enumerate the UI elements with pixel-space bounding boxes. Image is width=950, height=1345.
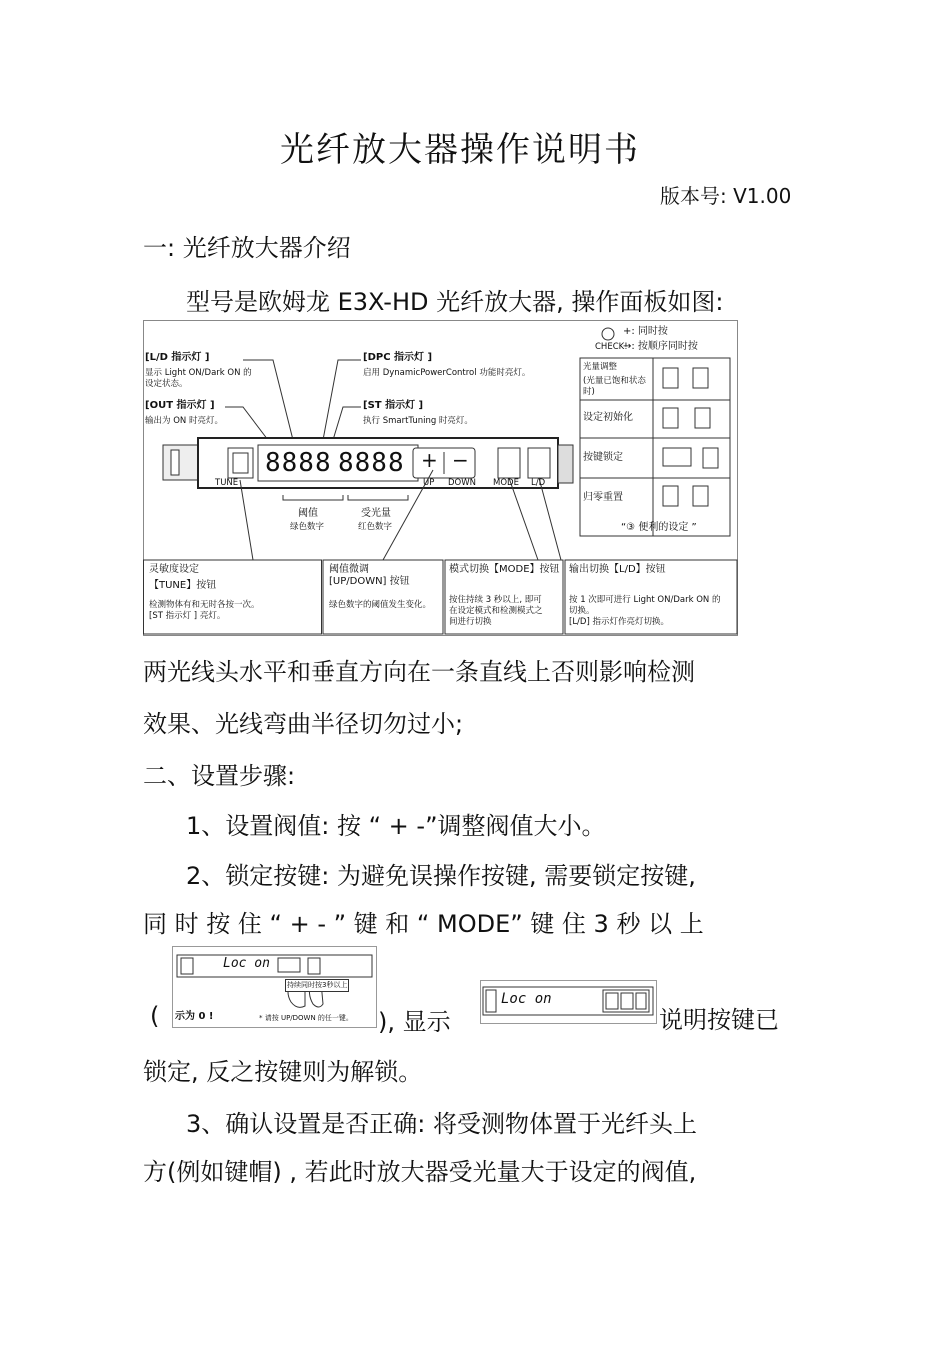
para1-line1: 两光线头水平和垂直方向在一条直线上否则影响检测 (143, 658, 695, 686)
out-led-desc: 输出为 ON 时亮灯。 (145, 416, 223, 426)
dpc-led-desc: 启用 DynamicPowerControl 功能时亮灯。 (363, 368, 531, 378)
box3-desc: 按住持续 3 秒以上, 即可 在设定模式和检测模式之 间进行切换 (449, 595, 543, 627)
received-sub: 红色数字 (358, 522, 393, 532)
mode-button-label: MODE (493, 478, 519, 488)
step2-line3-end: 说明按键已 (659, 1006, 779, 1034)
step2-paren-close: ), 显示 (378, 1008, 451, 1036)
operation-panel-figure (143, 320, 738, 636)
section-heading-1: 一: 光纤放大器介绍 (143, 234, 351, 262)
section-heading-2: 二、设置步骤: (143, 762, 296, 790)
dpc-led-title: [DPC 指示灯 ] (363, 352, 433, 363)
version-label: 版本号: V1.00 (660, 184, 792, 208)
up-button-label: UP (423, 478, 435, 488)
lock-display-image (480, 980, 657, 1024)
out-led-title: [OUT 指示灯 ] (145, 400, 215, 411)
table-row-zero: 归零重置 (583, 492, 623, 503)
step3-line2: 方(例如键帽) , 若此时放大器受光量大于设定的阀值, (143, 1158, 697, 1186)
step1-text: 1、设置阀值: 按 “ + -”调整阀值大小。 (186, 812, 606, 840)
box2-desc: 绿色数字的阈值发生变化。 (329, 600, 432, 610)
box2-sub: [UP/DOWN] 按钮 (329, 576, 410, 587)
lock-note-1: 示为 0 ! (175, 1011, 214, 1022)
box4-title: 输出切换【L/D】按钮 (569, 564, 666, 575)
threshold-label: 阈值 (298, 508, 318, 519)
para1-line2: 效果、光线弯曲半径切勿过小; (143, 710, 464, 738)
lock-lcd-text: Loc on (223, 956, 270, 971)
minus-icon: − (452, 448, 469, 472)
table-row-light-adjust: 光量调整 (583, 362, 618, 372)
legend-arrow: →: 按顺序同时按 (623, 341, 698, 352)
plus-icon: + (421, 448, 438, 472)
step2-line2: 同 时 按 住 “ + - ” 键 和 “ MODE” 键 住 3 秒 以 上 (143, 910, 704, 938)
threshold-sub: 绿色数字 (290, 522, 325, 532)
ld-led-desc: 显示 Light ON/Dark ON 的 设定状态。 (145, 368, 252, 389)
ld-button-label: L/D (531, 478, 546, 488)
intro-text: 型号是欧姆龙 E3X-HD 光纤放大器, 操作面板如图: (186, 288, 724, 316)
lock-operation-image (172, 946, 377, 1028)
table-row-saturated: (光量已饱和状态时) (583, 376, 646, 397)
display-received: 8888 (338, 448, 405, 478)
received-label: 受光量 (361, 508, 391, 519)
step2-paren-open: ( (150, 1002, 160, 1030)
down-button-label: DOWN (448, 478, 476, 488)
box1-title: 灵敏度设定 (149, 564, 199, 575)
page-title: 光纤放大器操作说明书 (280, 130, 640, 170)
lock-hint: 持续同时按3秒以上 (285, 979, 349, 992)
box4-desc: 按 1 次即可进行 Light ON/Dark ON 的 切换。 [L/D] 指示灯作亮灯切换。 (569, 595, 721, 627)
box2-title: 阈值微调 (329, 564, 369, 575)
box3-title: 模式切换【MODE】按钮 (449, 564, 560, 575)
st-led-desc: 执行 SmartTuning 时亮灯。 (363, 416, 473, 426)
step2-line4: 锁定, 反之按键则为解锁。 (143, 1058, 423, 1086)
step2-line1: 2、锁定按键: 为避免误操作按键, 需要锁定按键, (186, 862, 696, 890)
table-row-keylock: 按键锁定 (583, 452, 623, 463)
table-row-init: 设定初始化 (583, 412, 633, 423)
step3-line1: 3、确认设置是否正确: 将受测物体置于光纤头上 (186, 1110, 697, 1138)
lock-note-2: * 请按 UP/DOWN 的任一键。 (259, 1014, 353, 1022)
check-label: CHECK! (595, 342, 628, 352)
handy-settings-label: “③ 便利的设定 ” (621, 522, 697, 533)
ld-led-title: [L/D 指示灯 ] (145, 352, 210, 363)
legend-plus: +: 同时按 (623, 326, 668, 337)
display-lcd-text: Loc on (501, 991, 552, 1007)
box1-desc: 检测物体有和无时各按一次。 [ST 指示灯 ] 亮灯。 (149, 600, 260, 621)
box1-sub: 【TUNE】按钮 (149, 580, 217, 591)
tune-button-label: TUNE (215, 478, 239, 488)
st-led-title: [ST 指示灯 ] (363, 400, 424, 411)
display-threshold: 8888 (265, 448, 332, 478)
